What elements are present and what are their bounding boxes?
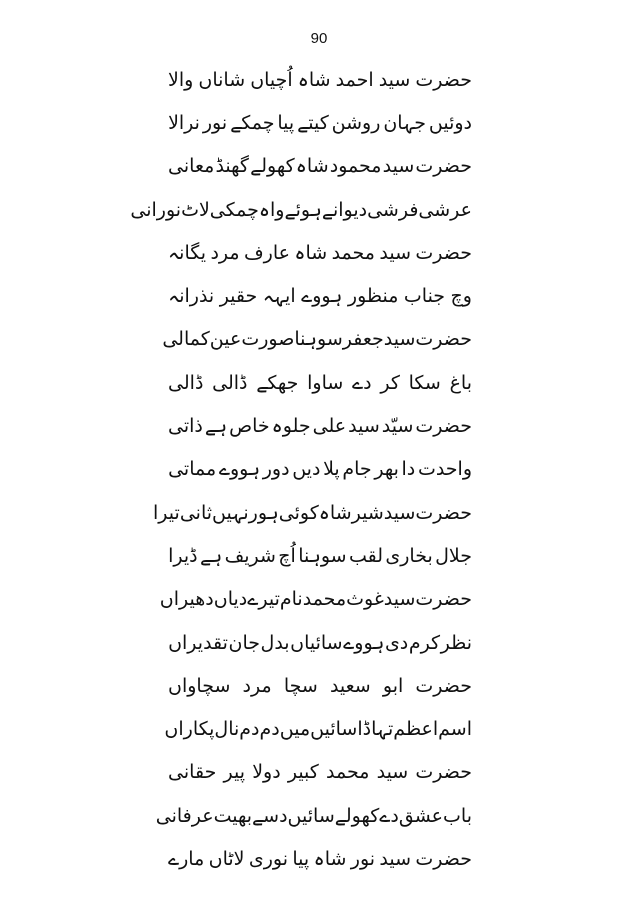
verse-word: کرم <box>408 631 441 654</box>
verse-word: سید <box>383 328 416 351</box>
verse-word: خاص <box>229 415 270 438</box>
verse-word: حضرت <box>415 501 472 524</box>
verse-word: نال <box>214 718 240 741</box>
verse-line <box>168 145 472 188</box>
verse-word: ثانی <box>179 501 213 524</box>
verse-word: کھولے <box>250 155 295 178</box>
verse-word: مرد <box>210 241 240 264</box>
verse-word: عین <box>209 328 242 351</box>
verse-word: محمد <box>302 588 347 611</box>
verse-word: سائیاں <box>290 631 343 654</box>
verse-word: حضرت <box>415 674 472 697</box>
verse-word: جناب <box>403 285 446 308</box>
verse-word: دوئیں <box>428 111 472 134</box>
verse-word: نظر <box>440 631 472 654</box>
verse-word: جلوہ <box>271 415 311 438</box>
verse-word: پیا <box>277 111 295 134</box>
verse-word: پیا <box>292 847 310 870</box>
verse-word: گھنڈ <box>215 155 249 178</box>
verse-word: حقیر <box>219 285 258 308</box>
verse-word: ایہہ <box>262 285 296 308</box>
verse-word: روشن <box>331 111 381 134</box>
verse-word: عرفانی <box>155 804 214 827</box>
verse-word: دم <box>259 718 280 741</box>
verse-word: لقب <box>348 544 383 567</box>
verse-word: کوئی <box>278 501 319 524</box>
verse-word: کبیر <box>287 761 319 784</box>
verse-word: نور <box>202 111 228 134</box>
verse-word: پیر <box>223 761 246 784</box>
verse-word: باب <box>443 804 472 827</box>
verse-line <box>164 707 472 750</box>
verse-word: دے <box>379 804 399 827</box>
verse-word: کمالی <box>162 328 210 351</box>
verse-word: جان <box>228 631 260 654</box>
verse-word: شیر <box>351 501 384 524</box>
verse-word: سوہنا <box>294 328 343 351</box>
verse-word: ڈالی <box>168 371 204 394</box>
verse-word: منظور <box>347 285 399 308</box>
verse-word: نورانی <box>130 198 182 221</box>
verse-word: جام <box>342 458 372 481</box>
verse-word: واہ <box>258 198 285 221</box>
verse-word: واحدت <box>417 458 472 481</box>
verse-word: ڈیرا <box>168 544 198 567</box>
verse-word: ساوا <box>307 371 344 394</box>
verse-word: ہوئے <box>284 198 322 221</box>
verse-word: سید <box>378 68 411 91</box>
verse-word: میں <box>279 718 311 741</box>
verse-word: سچا <box>283 674 318 697</box>
verse-word: دم <box>239 718 260 741</box>
verse-line <box>168 664 472 707</box>
verse-word: اعظم <box>393 718 439 741</box>
verse-word: دولا <box>252 761 281 784</box>
verse-word: چمکی <box>209 198 259 221</box>
verse-line <box>162 318 472 361</box>
verse-word: کیتے <box>297 111 329 134</box>
verse-word: کر <box>380 371 400 394</box>
verse-word: معانی <box>168 155 215 178</box>
verse-line <box>168 448 472 491</box>
verse-word: جلال <box>435 544 472 567</box>
verse-word: ہووے <box>343 631 385 654</box>
verse-line <box>159 578 472 621</box>
verse-word: فرشی <box>367 198 419 221</box>
verse-word: تقدیراں <box>168 631 228 654</box>
verse-line <box>168 231 472 274</box>
page-number: 90 <box>310 30 328 47</box>
verse-word: تہاڈا <box>357 718 394 741</box>
verse-word: حضرت <box>415 68 472 91</box>
verse-line <box>168 101 472 144</box>
verse-line <box>168 404 472 447</box>
verse-word: شاناں <box>198 68 246 91</box>
verse-word: سید <box>379 241 412 264</box>
verse-word: شاہ <box>313 847 347 870</box>
verse-word: سائیں <box>287 804 335 827</box>
verse-word: نوری <box>248 847 289 870</box>
verse-word: ہووے <box>301 285 343 308</box>
verse-line <box>168 837 472 880</box>
verse-line <box>153 491 472 534</box>
verse-word: محمود <box>329 155 382 178</box>
verse-word: لاٹاں <box>208 847 245 870</box>
verse-word: حضرت <box>415 588 472 611</box>
verse-word: عرشی <box>418 198 472 221</box>
verse-word: ہور <box>248 501 279 524</box>
poem-verses <box>130 58 472 881</box>
verse-word: علی <box>312 415 347 438</box>
verse-word: سید <box>376 761 409 784</box>
verse-word: دیوانے <box>321 198 368 221</box>
verse-word: نام <box>279 588 303 611</box>
verse-word: سید <box>348 415 380 438</box>
verse-word: مرد <box>242 674 272 697</box>
verse-word: حضرت <box>415 155 472 178</box>
verse-word: سید <box>383 501 416 524</box>
verse-word: ہے <box>199 544 223 567</box>
verse-word: عشق <box>398 804 444 827</box>
verse-word: حضرت <box>415 415 472 438</box>
verse-word: اُچ <box>278 544 296 567</box>
verse-word: جعفر <box>342 328 384 351</box>
verse-word: لاٹ <box>181 198 210 221</box>
verse-word: جھکے <box>256 371 299 394</box>
verse-word: شاہ <box>295 155 329 178</box>
verse-word: سید <box>379 847 412 870</box>
verse-line <box>168 274 472 317</box>
verse-word: نذرانہ <box>168 285 215 308</box>
verse-word: بدل <box>260 631 290 654</box>
verse-word: حضرت <box>415 761 472 784</box>
verse-word: دسے <box>252 804 288 827</box>
verse-word: پکاراں <box>164 718 215 741</box>
verse-word: شاہ <box>297 68 331 91</box>
verse-word: وچ <box>450 285 472 308</box>
verse-word: سوہنا <box>298 544 347 567</box>
verse-word: مماتی <box>168 458 217 481</box>
verse-line <box>130 188 472 231</box>
verse-word: غوث <box>346 588 384 611</box>
verse-word: مارے <box>168 847 205 870</box>
verse-word: کھولے <box>334 804 380 827</box>
verse-word: ابو <box>382 674 404 697</box>
verse-line <box>168 534 472 577</box>
verse-word: اُچیاں <box>250 68 293 91</box>
verse-word: بخاری <box>385 544 433 567</box>
verse-word: دا <box>401 458 416 481</box>
verse-word: دھیراں <box>159 588 214 611</box>
verse-word: دے <box>352 371 372 394</box>
verse-word: ذاتی <box>168 415 203 438</box>
verse-word: شاہ <box>318 501 352 524</box>
verse-word: صورت <box>241 328 295 351</box>
verse-word: جہان <box>383 111 426 134</box>
verse-word: محمد <box>326 761 370 784</box>
verse-word: سید <box>382 155 415 178</box>
verse-word: نرالا <box>168 111 200 134</box>
verse-word: شاہ <box>294 241 328 264</box>
verse-word: احمد <box>335 68 374 91</box>
verse-word: بھر <box>374 458 399 481</box>
verse-word: محمد <box>331 241 375 264</box>
verse-word: دیں <box>292 458 321 481</box>
verse-line <box>168 751 472 794</box>
verse-word: باغ <box>449 371 472 394</box>
verse-word: شریف <box>224 544 276 567</box>
verse-word: سید <box>383 588 416 611</box>
verse-word: دی <box>384 631 409 654</box>
verse-word: ہووے <box>218 458 261 481</box>
verse-word: دیاں <box>213 588 248 611</box>
verse-word: دور <box>262 458 290 481</box>
verse-word: بھیت <box>213 804 253 827</box>
verse-word: سچاواں <box>168 674 231 697</box>
verse-word: عارف <box>243 241 290 264</box>
verse-word: حضرت <box>415 328 472 351</box>
verse-word: نور <box>350 847 376 870</box>
verse-word: حضرت <box>415 847 472 870</box>
verse-line <box>168 361 472 404</box>
verse-word: ہے <box>204 415 228 438</box>
verse-line <box>168 58 472 101</box>
verse-line <box>155 794 472 837</box>
verse-word: چمکے <box>230 111 275 134</box>
verse-word: یگانہ <box>168 241 207 264</box>
verse-word: حقانی <box>168 761 217 784</box>
verse-word: اسم <box>438 718 472 741</box>
verse-word: تیرا <box>153 501 180 524</box>
verse-word: سیّد <box>381 415 414 438</box>
verse-word: حضرت <box>415 241 472 264</box>
verse-word: سائیں <box>310 718 358 741</box>
verse-word: سعید <box>329 674 371 697</box>
verse-word: پلا <box>323 458 340 481</box>
verse-word: نہیں <box>212 501 249 524</box>
verse-word: تیرے <box>247 588 280 611</box>
verse-word: سکا <box>408 371 441 394</box>
verse-word: ڈالی <box>212 371 248 394</box>
verse-line <box>168 621 472 664</box>
verse-word: والا <box>168 68 194 91</box>
